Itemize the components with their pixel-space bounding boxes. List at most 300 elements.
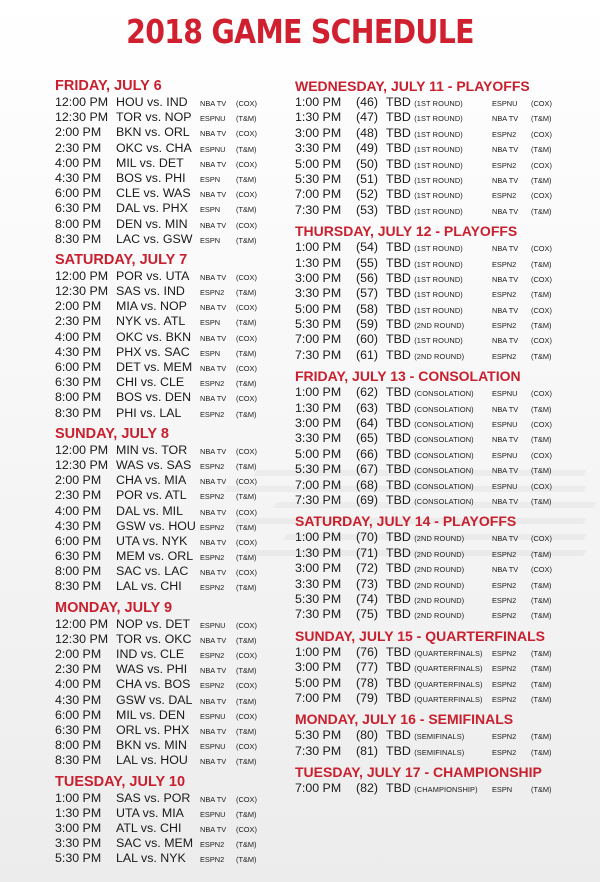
game-number: (63) [356,400,379,415]
game-matchup-tbd [386,256,492,272]
tbd-label: TBD [386,607,411,622]
day-heading: SUNDAY, JULY 15 - QUARTERFINALS [295,627,545,644]
game-matchup-tbd [386,781,492,797]
tv-provider: (COX) [236,620,257,630]
game-number: (46) [356,95,379,109]
game-time: 8:30 PM [55,405,102,420]
round-label: (1ST ROUND) [414,244,463,254]
tbd-label: TBD [386,347,411,362]
tv-provider: (COX) [236,568,257,578]
game-time: 8:00 PM [55,564,102,579]
tbd-label: TBD [386,576,411,591]
game-matchup: GSW vs. DAL [116,692,193,707]
game-row [295,172,595,187]
game-row [295,110,595,125]
tv-network: NBA TV [200,696,227,706]
tv-provider: (T&M) [236,666,257,676]
tv-provider: (T&M) [531,435,552,445]
game-row [55,821,290,836]
round-label: (1ST ROUND) [414,145,463,155]
tv-provider: (T&M) [236,492,257,502]
game-row [55,458,290,473]
game-row [55,232,290,247]
tbd-label: TBD [386,492,411,507]
game-matchup-tbd [386,271,492,287]
tbd-label: TBD [386,286,411,301]
tv-network: NBA TV [492,565,519,575]
game-matchup: DAL vs. MIL [116,503,184,518]
game-time: 2:30 PM [55,488,102,503]
game-matchup-tbd [386,317,492,333]
game-time: 12:00 PM [55,442,109,457]
game-matchup: ATL vs. CHI [116,820,182,835]
tbd-label: TBD [386,202,411,217]
tv-provider: (T&M) [531,785,552,795]
tv-provider: (COX) [236,794,257,804]
tbd-label: TBD [386,644,411,659]
game-number: (80) [356,728,379,743]
game-row [55,534,290,549]
tv-provider: (T&M) [531,496,552,506]
tv-network: NBA TV [200,129,227,139]
tv-provider: (T&M) [531,648,552,658]
game-matchup: BOS vs. DEN [116,390,192,405]
game-row [55,284,290,299]
game-time: 6:30 PM [55,549,102,564]
game-time: 6:00 PM [55,360,102,374]
tv-network: ESPN2 [492,549,517,559]
round-label: (CONSOLATION) [414,496,474,506]
game-time: 6:00 PM [55,707,102,722]
game-time: 7:30 PM [295,347,342,362]
game-matchup-tbd [386,744,492,760]
game-number: (75) [356,607,379,622]
game-row [295,256,595,271]
game-number: (69) [356,492,379,507]
game-row [295,332,595,347]
tv-provider: (T&M) [531,694,552,704]
tv-network: ESPN2 [200,409,225,419]
tv-provider: (COX) [236,394,257,404]
game-row [295,95,595,110]
game-row [55,753,290,768]
game-time: 7:30 PM [295,743,342,758]
tbd-label: TBD [386,728,411,743]
tv-provider: (T&M) [531,321,552,331]
tv-network: NBA TV [200,190,227,200]
game-matchup-tbd [386,240,492,256]
game-row [55,360,290,375]
day-section [55,252,290,421]
tv-network: ESPNU [492,389,518,399]
game-matchup: DEN vs. MIN [116,216,188,231]
round-label: (CONSOLATION) [414,404,474,414]
day-section [295,628,595,707]
game-number: (61) [356,347,379,362]
tv-provider: (COX) [531,336,552,346]
tv-provider: (T&M) [531,175,552,185]
game-number: (77) [356,660,379,675]
day-section [55,600,290,769]
game-matchup: MEM vs. ORL [116,549,194,564]
tv-network: NBA TV [492,175,519,185]
tv-network: ESPN2 [200,461,225,471]
tv-provider: (T&M) [236,318,257,328]
tv-provider: (COX) [236,477,257,487]
game-row [55,723,290,738]
tbd-label: TBD [386,462,411,477]
tv-provider: (T&M) [236,235,257,245]
game-matchup: MIA vs. NOP [116,299,187,314]
tv-network: ESPNU [492,481,518,491]
tv-provider: (COX) [236,446,257,456]
game-matchup-tbd [386,203,492,219]
game-time: 7:00 PM [295,781,342,796]
round-label: (CONSOLATION) [414,389,474,399]
tv-network: NBA TV [492,336,519,346]
game-time: 7:30 PM [295,607,342,622]
round-label: (1ST ROUND) [414,206,463,216]
tv-provider: (T&M) [531,114,552,124]
game-row [295,271,595,286]
game-row [55,647,290,662]
game-time: 3:00 PM [55,820,102,835]
round-label: (1ST ROUND) [414,114,463,124]
game-row [55,443,290,458]
game-row [55,791,290,806]
tv-network: ESPN2 [200,492,225,502]
tv-network: ESPN [200,318,221,328]
round-label: (1ST ROUND) [414,290,463,300]
game-number: (79) [356,690,379,705]
game-time: 2:30 PM [55,140,102,155]
game-matchup: MIN vs. TOR [116,442,188,457]
game-number: (54) [356,240,379,255]
tv-provider: (T&M) [531,351,552,361]
tbd-label: TBD [386,416,411,431]
game-time: 2:00 PM [55,125,102,140]
tbd-label: TBD [386,95,411,109]
game-time: 8:00 PM [55,216,102,231]
game-row [295,416,595,431]
tv-network: NBA TV [492,114,519,124]
tbd-label: TBD [386,591,411,606]
game-time: 4:30 PM [55,518,102,533]
game-matchup-tbd [386,530,492,546]
tbd-label: TBD [386,240,411,255]
game-time: 3:30 PM [295,141,342,156]
tbd-label: TBD [386,781,411,796]
game-time: 4:30 PM [55,692,102,707]
game-row [55,693,290,708]
day-heading: SATURDAY, JULY 14 - PLAYOFFS [295,513,517,530]
game-time: 1:00 PM [295,240,342,255]
game-time: 5:00 PM [295,301,342,316]
game-time: 6:30 PM [55,201,102,216]
round-label: (QUARTERFINALS) [414,648,483,658]
day-section [295,513,595,622]
game-number: (73) [356,576,379,591]
game-matchup: MIL vs. DET [116,155,184,170]
tbd-label: TBD [386,141,411,156]
game-time: 4:00 PM [55,329,102,344]
tv-network: NBA TV [492,435,519,445]
game-matchup: DAL vs. PHX [116,201,188,216]
round-label: (QUARTERFINALS) [414,664,483,674]
tv-network: NBA TV [200,666,227,676]
tv-provider: (COX) [531,160,552,170]
tv-provider: (T&M) [236,379,257,389]
game-time: 1:30 PM [55,805,102,820]
game-row [55,662,290,677]
game-row [295,157,595,172]
tv-network: ESPN2 [200,288,225,298]
game-time: 1:00 PM [295,95,342,109]
game-matchup-tbd [386,95,492,111]
tv-network: NBA TV [200,220,227,230]
game-matchup-tbd [386,493,492,509]
game-time: 12:30 PM [55,631,109,646]
tbd-label: TBD [386,187,411,202]
tv-network: NBA TV [200,333,227,343]
game-row [55,806,290,821]
game-matchup-tbd [386,577,492,593]
tbd-label: TBD [386,110,411,125]
tv-provider: (T&M) [236,553,257,563]
game-matchup-tbd [386,660,492,676]
game-row [55,504,290,519]
game-time: 5:30 PM [295,591,342,606]
tbd-label: TBD [386,660,411,675]
tbd-label: TBD [386,561,411,576]
round-label: (SEMIFINALS) [414,747,465,757]
game-number: (56) [356,270,379,285]
tbd-label: TBD [386,477,411,492]
tv-provider: (COX) [531,274,552,284]
tbd-label: TBD [386,690,411,705]
game-matchup: PHX vs. SAC [116,344,190,359]
round-label: (CONSOLATION) [414,481,474,491]
game-matchup-tbd [386,348,492,364]
game-matchup: WAS vs. SAS [116,457,192,472]
tbd-label: TBD [386,301,411,316]
game-row [295,126,595,141]
game-row [55,375,290,390]
game-time: 1:30 PM [295,255,342,270]
game-row [295,141,595,156]
round-label: (CONSOLATION) [414,435,474,445]
tv-network: ESPN2 [492,191,517,201]
tv-provider: (T&M) [236,583,257,593]
game-time: 8:30 PM [55,579,102,594]
day-heading: TUESDAY, JULY 17 - CHAMPIONSHIP [295,764,542,781]
game-number: (66) [356,446,379,461]
tv-provider: (COX) [236,220,257,230]
tv-provider: (T&M) [236,809,257,819]
game-time: 12:30 PM [55,457,109,472]
tv-network: ESPN2 [492,694,517,704]
game-matchup-tbd [386,462,492,478]
game-time: 1:00 PM [295,644,342,659]
game-time: 5:30 PM [295,728,342,743]
game-matchup-tbd [386,110,492,126]
game-row [295,187,595,202]
tv-network: NBA TV [492,404,519,414]
tv-network: ESPN [200,348,221,358]
game-time: 8:30 PM [55,753,102,768]
game-time: 7:00 PM [295,332,342,347]
game-matchup: BOS vs. PHI [116,170,186,185]
day-section [55,78,290,247]
game-time: 12:30 PM [55,284,109,299]
round-label: (QUARTERFINALS) [414,694,483,704]
round-label: (1ST ROUND) [414,305,463,315]
game-number: (53) [356,202,379,217]
game-row [295,607,595,622]
game-number: (51) [356,171,379,186]
game-matchup: POR vs. UTA [116,268,190,283]
game-time: 6:00 PM [55,533,102,548]
game-matchup: CHA vs. MIA [116,473,187,488]
tv-network: ESPN2 [200,651,225,660]
game-matchup-tbd [386,126,492,142]
game-time: 6:30 PM [55,722,102,737]
tv-provider: (T&M) [236,757,257,767]
game-time: 12:00 PM [55,616,109,631]
game-time: 4:00 PM [55,677,102,692]
day-heading: MONDAY, JULY 9 [55,599,173,616]
tv-provider: (COX) [531,420,552,430]
tv-provider: (COX) [236,190,257,200]
game-row [55,632,290,647]
tv-provider: (T&M) [531,747,552,757]
game-matchup-tbd [386,546,492,562]
game-time: 3:30 PM [295,431,342,446]
day-section [295,223,595,363]
game-matchup: SAC vs. MEM [116,836,194,851]
tbd-label: TBD [386,125,411,140]
game-matchup-tbd [386,607,492,623]
game-time: 3:30 PM [55,836,102,851]
game-time: 1:30 PM [295,400,342,415]
game-matchup: BKN vs. ORL [116,125,190,140]
tv-provider: (T&M) [531,259,552,269]
game-time: 2:00 PM [55,299,102,314]
tv-network: ESPNU [492,99,518,108]
game-number: (52) [356,187,379,202]
game-time: 6:30 PM [55,375,102,390]
tv-provider: (T&M) [236,696,257,706]
round-label: (2ND ROUND) [414,534,465,544]
tv-provider: (COX) [236,651,257,660]
left-schedule-column [55,78,290,871]
game-matchup-tbd [386,385,492,401]
tv-provider: (T&M) [531,466,552,476]
tv-network: ESPN2 [492,732,517,742]
tv-network: NBA TV [492,496,519,506]
page-title: 2018 GAME SCHEDULE [126,12,474,51]
game-time: 3:00 PM [295,416,342,431]
game-row [295,577,595,592]
round-label: (1ST ROUND) [414,191,463,201]
game-row [295,660,595,675]
day-heading: FRIDAY, JULY 13 - CONSOLATION [295,368,521,385]
tbd-label: TBD [386,530,411,545]
tbd-label: TBD [386,400,411,415]
game-time: 1:30 PM [295,545,342,560]
game-matchup-tbd [386,187,492,203]
game-time: 7:00 PM [295,187,342,202]
day-heading: SATURDAY, JULY 7 [55,251,188,268]
tv-network: ESPN2 [492,611,517,621]
game-matchup: BKN vs. MIN [116,738,187,753]
tv-network: ESPN2 [492,580,517,590]
game-number: (55) [356,255,379,270]
tv-provider: (COX) [236,537,257,547]
tv-network: ESPN2 [492,321,517,331]
game-time: 1:00 PM [55,790,102,805]
tv-provider: (COX) [531,389,552,399]
tv-network: ESPN2 [492,290,517,300]
game-number: (57) [356,286,379,301]
tv-provider: (COX) [236,364,257,373]
tv-provider: (COX) [236,129,257,139]
game-number: (47) [356,110,379,125]
game-number: (67) [356,462,379,477]
game-row [55,201,290,216]
game-matchup-tbd [386,645,492,661]
game-row [55,314,290,329]
game-matchup-tbd [386,728,492,744]
round-label: (2ND ROUND) [414,351,465,361]
tv-provider: (T&M) [236,174,257,184]
game-number: (62) [356,385,379,400]
game-number: (58) [356,301,379,316]
tv-provider: (T&M) [236,840,257,850]
game-row [55,141,290,156]
game-matchup: CHI vs. CLE [116,375,185,390]
game-row [55,549,290,564]
game-matchup: PHI vs. LAL [116,405,182,420]
game-time: 2:00 PM [55,647,102,661]
tv-network: ESPN2 [492,351,517,361]
tv-provider: (COX) [236,824,257,834]
tv-provider: (COX) [236,272,257,282]
game-row [295,676,595,691]
tv-provider: (T&M) [236,348,257,358]
game-time: 3:30 PM [295,576,342,591]
game-row [55,738,290,753]
game-matchup: CLE vs. WAS [116,186,191,201]
round-label: (CONSOLATION) [414,466,474,476]
game-number: (72) [356,561,379,576]
tbd-label: TBD [386,317,411,332]
round-label: (1ST ROUND) [414,259,463,269]
tv-network: NBA TV [200,635,227,645]
round-label: (CONSOLATION) [414,420,474,430]
round-label: (2ND ROUND) [414,611,465,621]
game-time: 5:30 PM [295,462,342,477]
tv-provider: (T&M) [236,288,257,298]
game-number: (76) [356,644,379,659]
game-matchup: TOR vs. OKC [116,631,192,646]
tv-network: ESPNU [200,742,226,752]
tv-provider: (COX) [531,99,552,108]
tbd-label: TBD [386,332,411,347]
game-matchup-tbd [386,332,492,348]
tv-provider: (T&M) [236,205,257,215]
round-label: (CONSOLATION) [414,450,474,460]
